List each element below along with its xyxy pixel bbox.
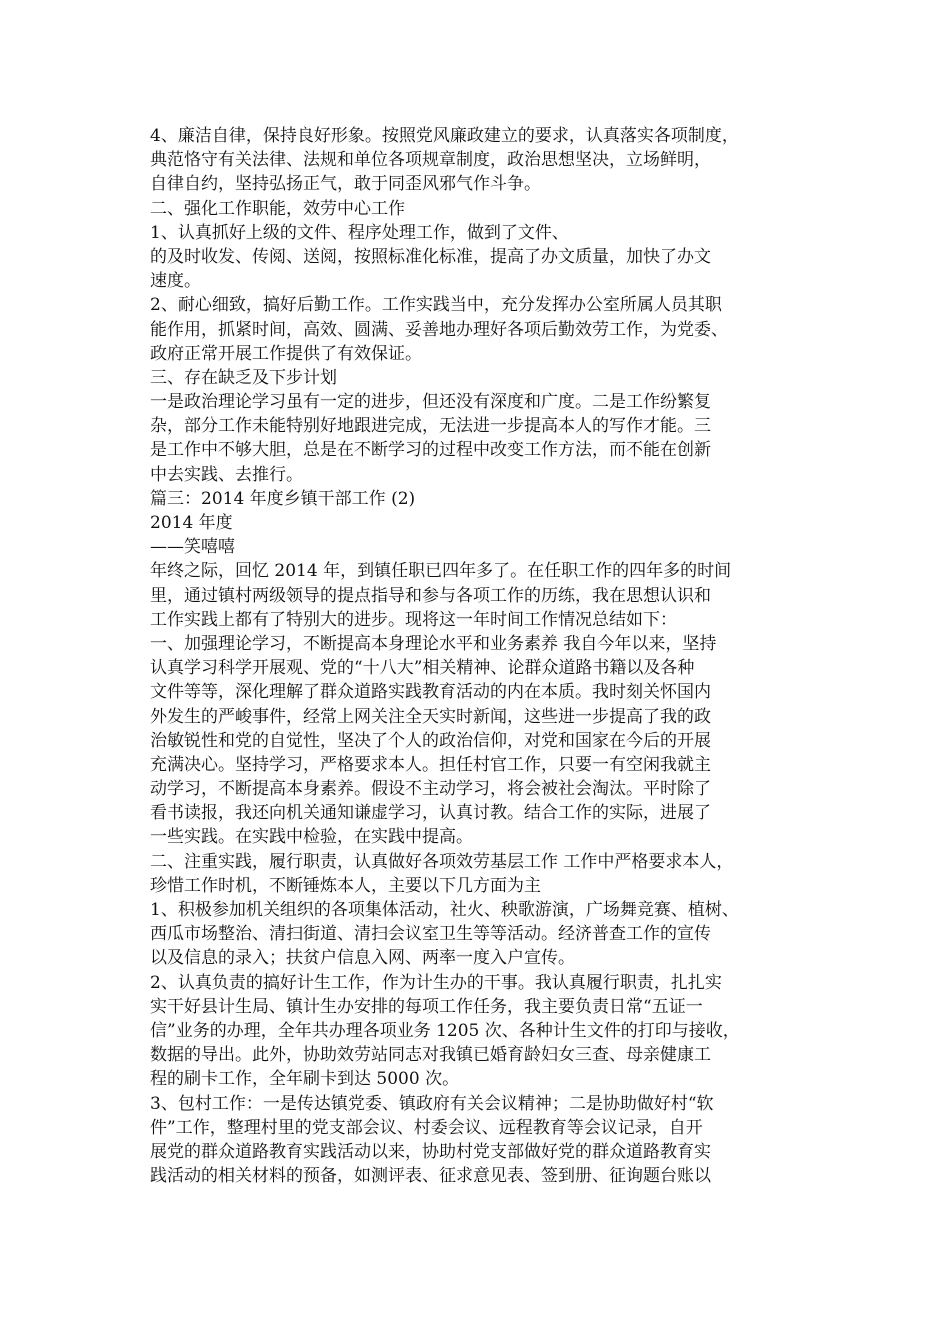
text-line: 认真学习科学开展观、党的“十八大”相关精神、论群众道路书籍以及各种 [150, 658, 695, 679]
text-line: 二、强化工作职能，效劳中心工作 [150, 198, 405, 219]
text-line: 的及时收发、传阅、送阅，按照标准化标准，提高了办文质量，加快了办文 [150, 246, 711, 267]
text-line: 一是政治理论学习虽有一定的进步，但还没有深度和广度。二是工作纷繁复 [150, 392, 711, 413]
text-line: 中去实践、去推行。 [150, 464, 303, 485]
text-line: 动学习，不断提高本身素养。假设不主动学习，将会被社会淘汰。平时除了 [150, 779, 711, 800]
text-line: 2014 年度 [150, 513, 233, 533]
text-line: 以及信息的录入；扶贫户信息入网、两率一度入户宣传。 [150, 948, 575, 969]
text-line: 信”业务的办理，全年共办理各项业务 1205 次、各种计生文件的打印与接收， [150, 1020, 740, 1041]
text-line: 一、加强理论学习，不断提高本身理论水平和业务素养 我自今年以来，坚持 [150, 633, 717, 654]
text-line: 工作实践上都有了特别大的进步。现将这一年时间工作情况总结如下： [150, 609, 677, 630]
text-line: 外发生的严峻事件，经常上网关注全天实时新闻，这些进一步提高了我的政 [150, 706, 711, 727]
text-line: 件”工作，整理村里的党支部会议、村委会议、远程教育等会议记录，自开 [150, 1117, 703, 1138]
text-line: 程的刷卡工作，全年刷卡到达 5000 次。 [150, 1069, 460, 1090]
text-line: 充满决心。坚持学习，严格要求本人。担任村官工作，只要一有空闲我就主 [150, 754, 711, 775]
text-line: ——笑嘻嘻 [150, 537, 235, 558]
text-line: 西瓜市场整治、清扫街道、清扫会议室卫生等等活动。经济普查工作的宣传 [150, 924, 711, 945]
text-line: 珍惜工作时机，不断锤炼本人，主要以下几方面为主 [150, 875, 541, 896]
text-line: 2、耐心细致，搞好后勤工作。工作实践当中，充分发挥办公室所属人员其职 [150, 295, 722, 316]
text-line: 3、包村工作：一是传达镇党委、镇政府有关会议精神；二是协助做好村“软 [150, 1093, 714, 1114]
text-line: 践活动的相关材料的预备，如测评表、征求意见表、签到册、征询题台账以 [150, 1166, 711, 1187]
text-line: 治敏锐性和党的自觉性，坚决了个人的政治信仰，对党和国家在今后的开展 [150, 730, 711, 751]
text-line: 速度。 [150, 271, 201, 292]
text-line: 一些实践。在实践中检验，在实践中提高。 [150, 827, 473, 848]
text-line: 年终之际，回忆 2014 年，到镇任职已四年多了。在任职工作的四年多的时间 [150, 561, 732, 582]
text-line: 二、注重实践，履行职责，认真做好各项效劳基层工作 工作中严格要求本人， [150, 851, 734, 872]
text-line: 展党的群众道路教育实践活动以来，协助村党支部做好党的群众道路教育实 [150, 1141, 711, 1162]
text-line: 三、存在缺乏及下步计划 [150, 367, 337, 388]
text-line: 杂，部分工作未能特别好地跟进完成，无法进一步提高本人的写作才能。三 [150, 416, 711, 437]
text-line: 典范恪守有关法律、法规和单位各项规章制度，政治思想坚决，立场鲜明， [150, 150, 711, 171]
text-line: 数据的导出。此外，协助效劳站同志对我镇已婚育龄妇女三查、母亲健康工 [150, 1045, 711, 1066]
text-line: 实干好县计生局、镇计生办安排的每项工作任务，我主要负责日常“五证一 [150, 996, 703, 1017]
text-line: 文件等等，深化理解了群众道路实践教育活动的内在本质。我时刻关怀国内 [150, 682, 711, 703]
text-line: 政府正常开展工作提供了有效保证。 [150, 343, 422, 364]
text-line: 能作用，抓紧时间，高效、圆满、妥善地办理好各项后勤效劳工作，为党委、 [150, 319, 728, 340]
text-line: 自律自约，坚持弘扬正气，敢于同歪风邪气作斗争。 [150, 174, 541, 195]
document-body [150, 124, 810, 1188]
text-line: 4、廉洁自律，保持良好形象。按照党风廉政建立的要求，认真落实各项制度， [150, 126, 739, 146]
text-line: 看书读报，我还向机关通知谦虚学习，认真讨教。结合工作的实际，进展了 [150, 803, 711, 824]
text-line: 2、认真负责的搞好计生工作，作为计生办的干事。我认真履行职责，扎扎实 [150, 972, 722, 993]
text-line: 1、积极参加机关组织的各项集体活动，社火、秧歌游演，广场舞竞赛、植树、 [150, 900, 739, 920]
text-line: 篇三：2014 年度乡镇干部工作 (2) [150, 488, 416, 509]
text-line: 里，通过镇村两级领导的提点指导和参与各项工作的历练，我在思想认识和 [150, 585, 711, 606]
text-line: 1、认真抓好上级的文件、程序处理工作，做到了文件、 [150, 222, 569, 243]
text-line: 是工作中不够大胆，总是在不断学习的过程中改变工作方法，而不能在创新 [150, 440, 711, 461]
